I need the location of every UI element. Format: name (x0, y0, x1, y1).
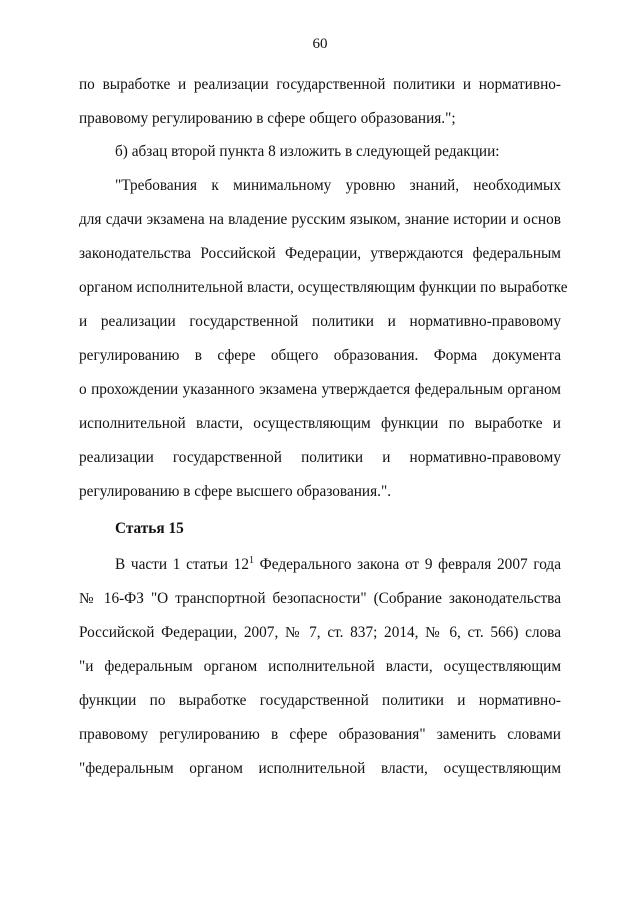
text-line: законодательства Российской Федерации, утверждаются федеральным (79, 245, 561, 262)
text-line: и реализации государственной политики и нормативно-правовому (79, 313, 561, 330)
article-text-line: функции по выработке государственной политики и нормативно- (79, 692, 561, 709)
text-line: регулированию в сфере общего образования. Форма документа (79, 347, 561, 364)
text-line: о прохождении указанного экзамена утверждается федеральным органом (79, 381, 561, 398)
article-ref-text-rest: Федерального закона от 9 февраля 2007 года (253, 556, 561, 573)
text-line: органом исполнительной власти, осуществляющим функции по выработке (79, 279, 568, 296)
article-text-line: № 16-ФЗ "О транспортной безопасности" (Собрание законодательства (79, 590, 561, 607)
text-line: исполнительной власти, осуществляющим функции по выработке и (79, 415, 561, 432)
article-text-line: правовому регулированию в сфере образования" заменить словами (79, 726, 561, 743)
text-line: для сдачи экзамена на владение русским языком, знание истории и основ (79, 211, 561, 228)
text-line: правовому регулированию в сфере общего образования."; (79, 110, 456, 127)
article-ref-text: В части 1 статьи 12 (115, 556, 249, 573)
text-line: по выработке и реализации государственной политики и нормативно- (79, 76, 561, 93)
text-line: реализации государственной политики и нормативно-правовому (79, 449, 561, 466)
text-line: регулированию в сфере высшего образования.". (79, 483, 392, 500)
page-number: 60 (312, 36, 328, 52)
article-heading: Статья 15 (115, 520, 184, 537)
article-text-line (115, 556, 561, 574)
article-text-line: "федеральным органом исполнительной власти, осуществляющим (79, 760, 561, 777)
text-line: "Требования к минимальному уровню знаний, необходимых (115, 177, 561, 194)
article-text-line: "и федеральным органом исполнительной власти, осуществляющим (79, 658, 561, 675)
article-text-line: Российской Федерации, 2007, № 7, ст. 837; 2014, № 6, ст. 566) слова (79, 624, 561, 641)
article-superscript: 1 (248, 554, 254, 566)
text-line: б) абзац второй пункта 8 изложить в следующей редакции: (115, 143, 500, 160)
